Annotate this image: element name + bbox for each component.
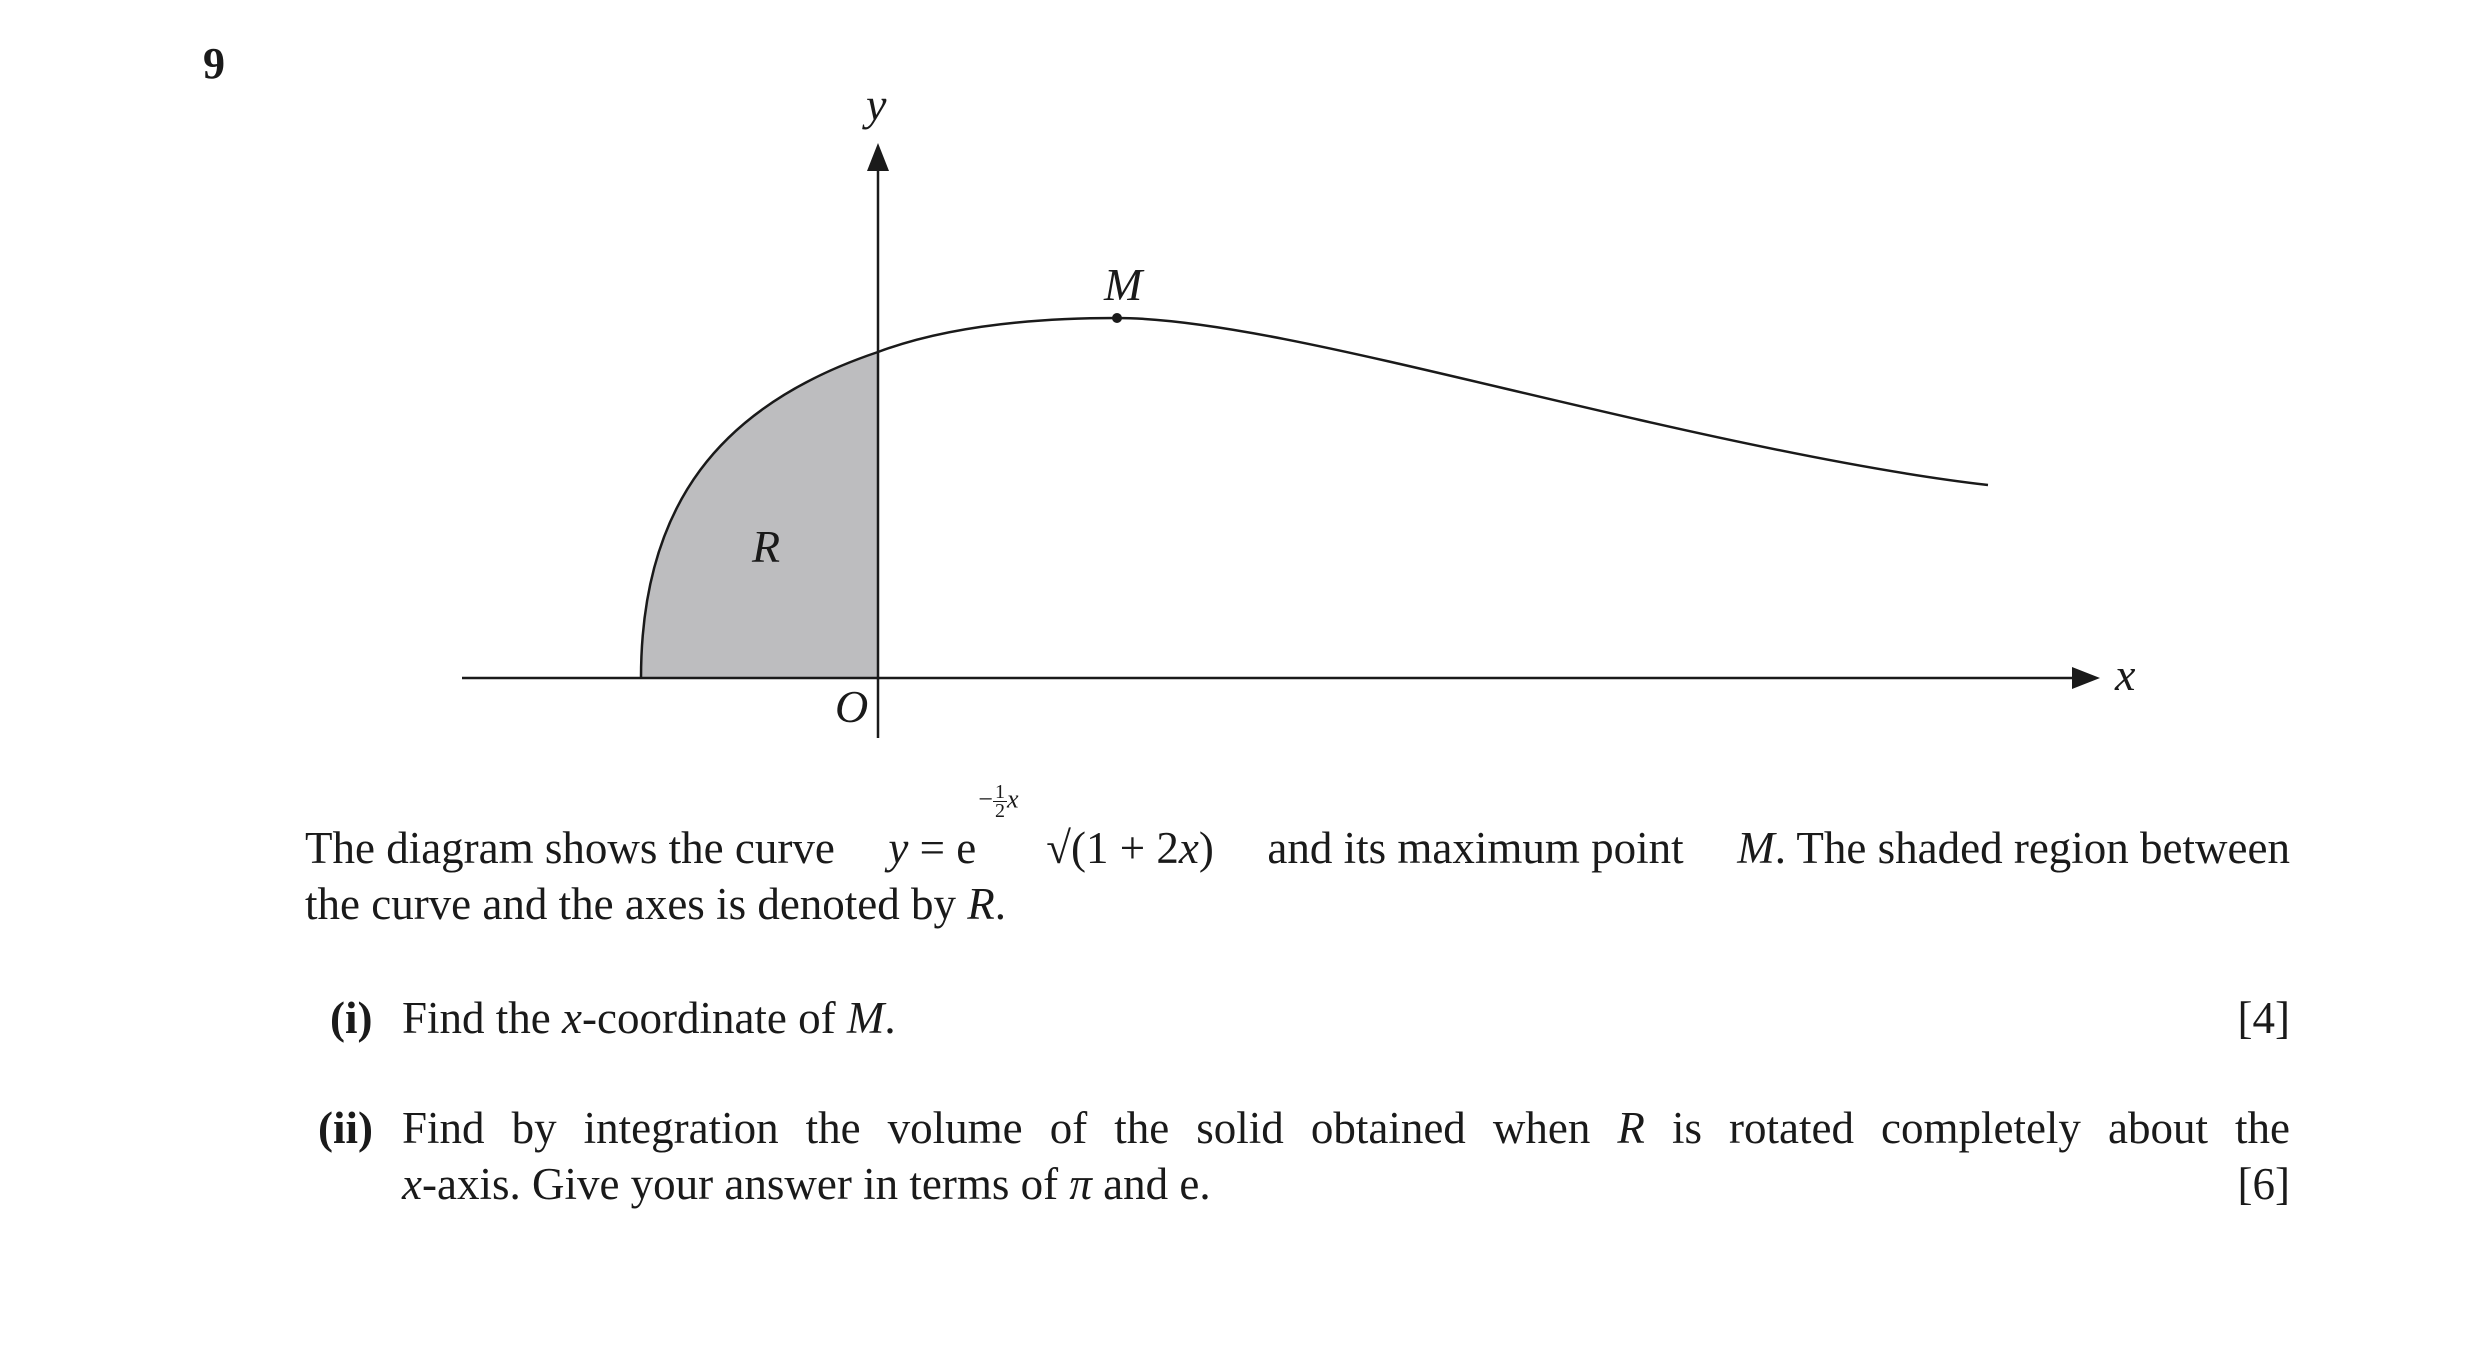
description-line-2 <box>305 876 2290 932</box>
equation-sqrt: √(1 + 2 <box>1046 823 1179 873</box>
exp-x: x <box>1006 784 1019 814</box>
description-line-1 <box>305 781 2290 876</box>
part-i-text-a: Find the <box>402 993 563 1043</box>
part-i-marks: [4] <box>2237 993 2290 1043</box>
part-i-text-m: M <box>846 993 885 1043</box>
desc-end1: . The shaded region between <box>1774 823 2290 873</box>
exp-minus: − <box>978 784 993 814</box>
y-axis-arrow-icon <box>867 143 889 171</box>
desc-line2-r: R <box>967 879 995 929</box>
equation-y: y <box>888 823 909 873</box>
part-ii-line2-a: -axis. Give your answer in terms of <box>421 1159 1070 1209</box>
equation <box>888 781 1214 876</box>
desc-m: M <box>1737 823 1775 873</box>
exp-numerator: 1 <box>994 781 1005 803</box>
y-axis-label: y <box>866 79 887 130</box>
part-i-text-b: -coordinate of <box>582 993 847 1043</box>
part-ii-line1-a: Find by integration the volume of the solid obtained when <box>402 1103 1618 1153</box>
part-ii <box>318 1100 2290 1212</box>
equation-sqrt-x: x <box>1178 823 1199 873</box>
question-number: 9 <box>203 39 225 88</box>
equation-sqrt-close: ) <box>1198 823 1214 873</box>
desc-line2-end: . <box>994 879 1007 929</box>
desc-prefix: The diagram shows the curve <box>305 823 835 873</box>
part-ii-line2-pi: π <box>1069 1159 1092 1209</box>
desc-line2-a: the curve and the axes is denoted by <box>305 879 968 929</box>
exp-denominator: 2 <box>994 800 1005 822</box>
max-point-dot <box>1112 313 1122 323</box>
x-axis-label: x <box>2115 649 2136 700</box>
part-ii-label: (ii) <box>318 1103 373 1153</box>
equation-exponent <box>976 781 1046 863</box>
max-point-label: M <box>1104 259 1143 310</box>
equation-equals: = e <box>908 823 977 873</box>
part-ii-line-2 <box>318 1156 2290 1212</box>
shaded-region-r <box>641 352 878 678</box>
part-i-text-x: x <box>562 993 582 1043</box>
part-i <box>330 990 2290 1046</box>
region-label: R <box>752 521 781 572</box>
part-ii-line1-r: R <box>1617 1103 1645 1153</box>
desc-mid: and its maximum point <box>1267 823 1684 873</box>
x-axis-arrow-icon <box>2072 667 2100 689</box>
part-ii-line2-x: x <box>402 1159 422 1209</box>
origin-label: O <box>835 681 869 732</box>
part-ii-line-1 <box>402 1100 2290 1156</box>
part-ii-line2-b: and e. <box>1091 1159 1211 1209</box>
part-ii-line1-b: is rotated completely about the <box>1644 1103 2290 1153</box>
part-ii-marks: [6] <box>2237 1159 2290 1209</box>
part-i-label: (i) <box>330 993 373 1043</box>
part-i-text-c: . <box>884 993 896 1043</box>
part-i-text <box>402 990 2218 1046</box>
exp-fraction <box>993 783 1007 820</box>
question-description <box>305 781 2290 932</box>
part-ii-line2-text <box>402 1156 1211 1212</box>
